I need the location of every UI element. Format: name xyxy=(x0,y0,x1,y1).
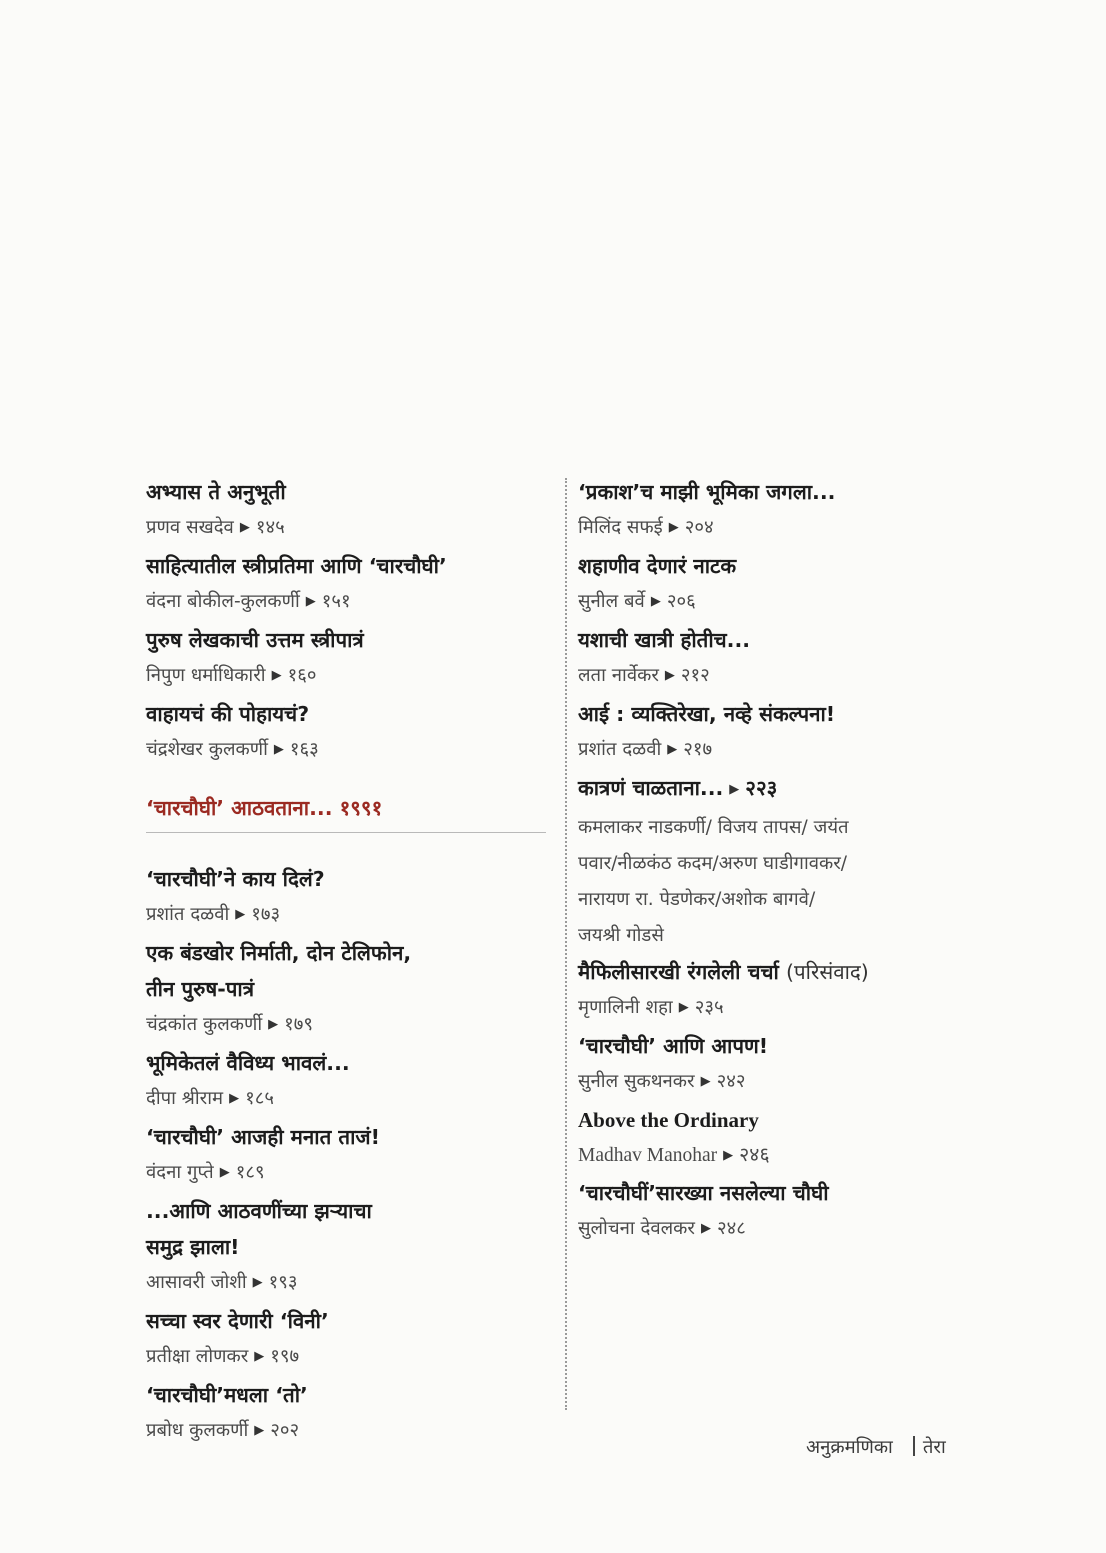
entry-title: ‘चारचौघी’ आजही मनात ताजं! xyxy=(146,1125,380,1149)
toc-entry xyxy=(146,1377,556,1451)
entry-author-line xyxy=(146,1007,556,1045)
entry-title-text: मैफिलीसारखी रंगलेली चर्चा xyxy=(578,960,779,984)
entry-page-number: १७९ xyxy=(284,1014,313,1035)
toc-entry xyxy=(146,548,556,622)
katrane-page: २२३ xyxy=(745,776,778,800)
entry-author-line xyxy=(578,658,998,696)
entry-title: ‘चारचौघीं’सारख्या नसलेल्या चौघी xyxy=(578,1181,829,1205)
page-arrow-icon: ▶ xyxy=(254,1349,265,1364)
toc-entry xyxy=(578,1102,998,1175)
page-arrow-icon: ▶ xyxy=(219,1165,230,1180)
entry-page-number: २१२ xyxy=(680,665,710,686)
toc-entry xyxy=(146,861,556,935)
toc-entry xyxy=(146,1303,556,1377)
entry-title: ...आणि आठवणींच्या झऱ्याचा xyxy=(146,1199,372,1223)
entry-title: Above the Ordinary xyxy=(578,1108,759,1132)
entry-author: सुलोचना देवलकर xyxy=(578,1218,695,1239)
page-arrow-icon: ▶ xyxy=(239,520,250,535)
entry-note: (परिसंवाद) xyxy=(786,960,869,984)
entry-author-line xyxy=(578,1211,998,1249)
page-arrow-icon: ▶ xyxy=(268,1017,279,1032)
entry-title: वाहायचं की पोहायचं? xyxy=(146,702,310,726)
entry-page-number: १९३ xyxy=(268,1272,298,1293)
entry-author: आसावरी जोशी xyxy=(146,1272,247,1293)
section-entries xyxy=(146,861,556,1451)
entry-author: प्रबोध कुलकर्णी xyxy=(146,1420,249,1441)
entry-title xyxy=(578,770,998,810)
page-arrow-icon: ▶ xyxy=(668,520,679,535)
page-arrow-icon: ▶ xyxy=(271,668,282,683)
entry-author-line xyxy=(146,1155,556,1193)
page-arrow-icon: ▶ xyxy=(667,742,678,757)
entry-author: चंद्रशेखर कुलकर्णी xyxy=(146,739,268,760)
entry-author-line xyxy=(578,990,998,1028)
toc-entry xyxy=(146,935,556,1045)
entry-title-continued: समुद्र झाला! xyxy=(146,1235,240,1259)
toc-entry-katrane xyxy=(578,770,998,954)
page-arrow-icon: ▶ xyxy=(700,1074,711,1089)
page-arrow-icon: ▶ xyxy=(273,742,284,757)
entry-page-number: २३५ xyxy=(694,997,724,1018)
section-rule xyxy=(146,832,546,833)
entry-author-line xyxy=(578,584,998,622)
entry-author: प्रणव सखदेव xyxy=(146,517,234,538)
entry-author-line: नारायण रा. पेडणेकर/अशोक बागवे/ xyxy=(578,889,816,910)
toc-entry xyxy=(578,954,998,1028)
footer-separator xyxy=(913,1436,915,1456)
entry-page-number: १८९ xyxy=(235,1162,265,1183)
entry-title: ‘चारचौघी’ आणि आपण! xyxy=(578,1034,769,1058)
entry-page-number: १४५ xyxy=(255,517,285,538)
entry-title-continued: तीन पुरुष-पात्रं xyxy=(146,977,255,1001)
entry-title: अभ्यास ते अनुभूती xyxy=(146,480,286,504)
entry-author-line xyxy=(146,584,556,622)
toc-entry xyxy=(578,622,998,696)
entry-author: दीपा श्रीराम xyxy=(146,1088,224,1109)
entry-title: शहाणीव देणारं नाटक xyxy=(578,554,737,578)
entry-page-number: १६० xyxy=(287,665,317,686)
entry-author-line xyxy=(146,732,556,770)
entry-title: भूमिकेतलं वैविध्य भावलं... xyxy=(146,1051,350,1075)
entry-author-line xyxy=(146,1265,556,1303)
entry-author: वंदना बोकील-कुलकर्णी xyxy=(146,591,300,612)
entry-title: ‘चारचौघी’मधला ‘तो’ xyxy=(146,1383,308,1407)
entry-page-number: २४२ xyxy=(716,1071,746,1092)
toc-entry xyxy=(578,696,998,770)
entry-title: साहित्यातील स्त्रीप्रतिमा आणि ‘चारचौघी’ xyxy=(146,554,447,578)
entry-title: आई : व्यक्तिरेखा, नव्हे संकल्पना! xyxy=(578,702,836,726)
left-entries xyxy=(146,474,556,770)
entry-title: ‘चारचौघी’ने काय दिलं? xyxy=(146,867,325,891)
entry-author-line xyxy=(146,1413,556,1451)
toc-entry xyxy=(146,1193,556,1303)
toc-right-column xyxy=(578,474,998,1249)
entry-author: वंदना गुप्ते xyxy=(146,1162,214,1183)
page-arrow-icon: ▶ xyxy=(305,594,316,609)
toc-entry xyxy=(146,622,556,696)
entry-author: चंद्रकांत कुलकर्णी xyxy=(146,1014,263,1035)
entry-author: सुनील बर्वे xyxy=(578,591,645,612)
entry-title: ‘प्रकाश’च माझी भूमिका जगला... xyxy=(578,480,836,504)
entry-author: Madhav Manohar xyxy=(578,1145,718,1166)
page-arrow-icon: ▶ xyxy=(229,1091,240,1106)
entry-page-number: १५१ xyxy=(321,591,351,612)
page-arrow-icon: ▶ xyxy=(650,594,661,609)
entry-page-number: २०६ xyxy=(666,591,696,612)
column-divider xyxy=(565,478,567,1410)
entry-author-line xyxy=(578,1064,998,1102)
right-entries xyxy=(578,474,998,770)
entry-author-line xyxy=(578,1138,998,1175)
page-arrow-icon: ▶ xyxy=(254,1423,265,1438)
entry-page-number: १९७ xyxy=(270,1346,300,1367)
entry-author: सुनील सुकथनकर xyxy=(578,1071,695,1092)
entry-author-line xyxy=(146,658,556,696)
toc-entry xyxy=(146,474,556,548)
entry-author: प्रतीक्षा लोणकर xyxy=(146,1346,249,1367)
entry-title: पुरुष लेखकाची उत्तम स्त्रीपात्रं xyxy=(146,628,364,652)
entry-title: यशाची खात्री होतीच... xyxy=(578,628,751,652)
entry-author-line xyxy=(146,510,556,548)
toc-entry xyxy=(146,696,556,770)
entry-page-number: २४६ xyxy=(739,1145,770,1166)
entry-author-line xyxy=(146,1339,556,1377)
entry-author-line xyxy=(146,1081,556,1119)
entry-author: प्रशांत दळवी xyxy=(578,739,662,760)
toc-entry xyxy=(146,1045,556,1119)
entry-page-number: २४८ xyxy=(716,1218,746,1239)
toc-entry xyxy=(578,474,998,548)
entry-author-line: कमलाकर नाडकर्णी/ विजय तापस/ जयंत xyxy=(578,817,849,838)
toc-entry xyxy=(146,1119,556,1193)
entry-author: लता नार्वेकर xyxy=(578,665,659,686)
page-arrow-icon: ▶ xyxy=(723,1147,734,1162)
page-arrow-icon: ▶ xyxy=(678,1000,689,1015)
entry-author-line: जयश्री गोडसे xyxy=(578,925,664,946)
entry-page-number: २१७ xyxy=(683,739,713,760)
page-arrow-icon: ▶ xyxy=(664,668,675,683)
entry-author: निपुण धर्माधिकारी xyxy=(146,665,266,686)
page-footer xyxy=(806,1434,946,1459)
entry-author-line xyxy=(578,732,998,770)
section-title: ‘चारचौघी’ आठवताना... १९९१ xyxy=(146,796,383,820)
toc-entry xyxy=(578,1028,998,1102)
entry-title: सच्चा स्वर देणारी ‘विनी’ xyxy=(146,1309,329,1333)
entry-page-number: २०२ xyxy=(270,1420,300,1441)
entry-page-number: २०४ xyxy=(684,517,714,538)
entry-title xyxy=(578,954,998,990)
footer-page-number: तेरा xyxy=(922,1437,946,1458)
entry-author: मृणालिनी शहा xyxy=(578,997,673,1018)
entry-author-line xyxy=(146,897,556,935)
right-entries-2 xyxy=(578,954,998,1249)
entry-author-line xyxy=(578,510,998,548)
toc-entry xyxy=(578,1175,998,1249)
page-arrow-icon: ▶ xyxy=(700,1221,711,1236)
entry-title: एक बंडखोर निर्माती, दोन टेलिफोन, xyxy=(146,941,412,965)
entry-author: मिलिंद सफई xyxy=(578,517,663,538)
toc-left-column xyxy=(146,474,556,1451)
page-arrow-icon: ▶ xyxy=(252,1275,263,1290)
page-arrow-icon: ▶ xyxy=(235,907,246,922)
katrane-title: कात्रणं चाळताना... xyxy=(578,776,724,800)
entry-page-number: १८५ xyxy=(245,1088,274,1109)
entry-author-line: पवार/नीळकंठ कदम/अरुण घाडीगावकर/ xyxy=(578,853,848,874)
toc-entry xyxy=(578,548,998,622)
entry-page-number: १७३ xyxy=(251,904,281,925)
footer-label: अनुक्रमणिका xyxy=(806,1437,893,1458)
entry-page-number: १६३ xyxy=(289,739,319,760)
entry-author: प्रशांत दळवी xyxy=(146,904,230,925)
page-arrow-icon: ▶ xyxy=(729,782,740,797)
